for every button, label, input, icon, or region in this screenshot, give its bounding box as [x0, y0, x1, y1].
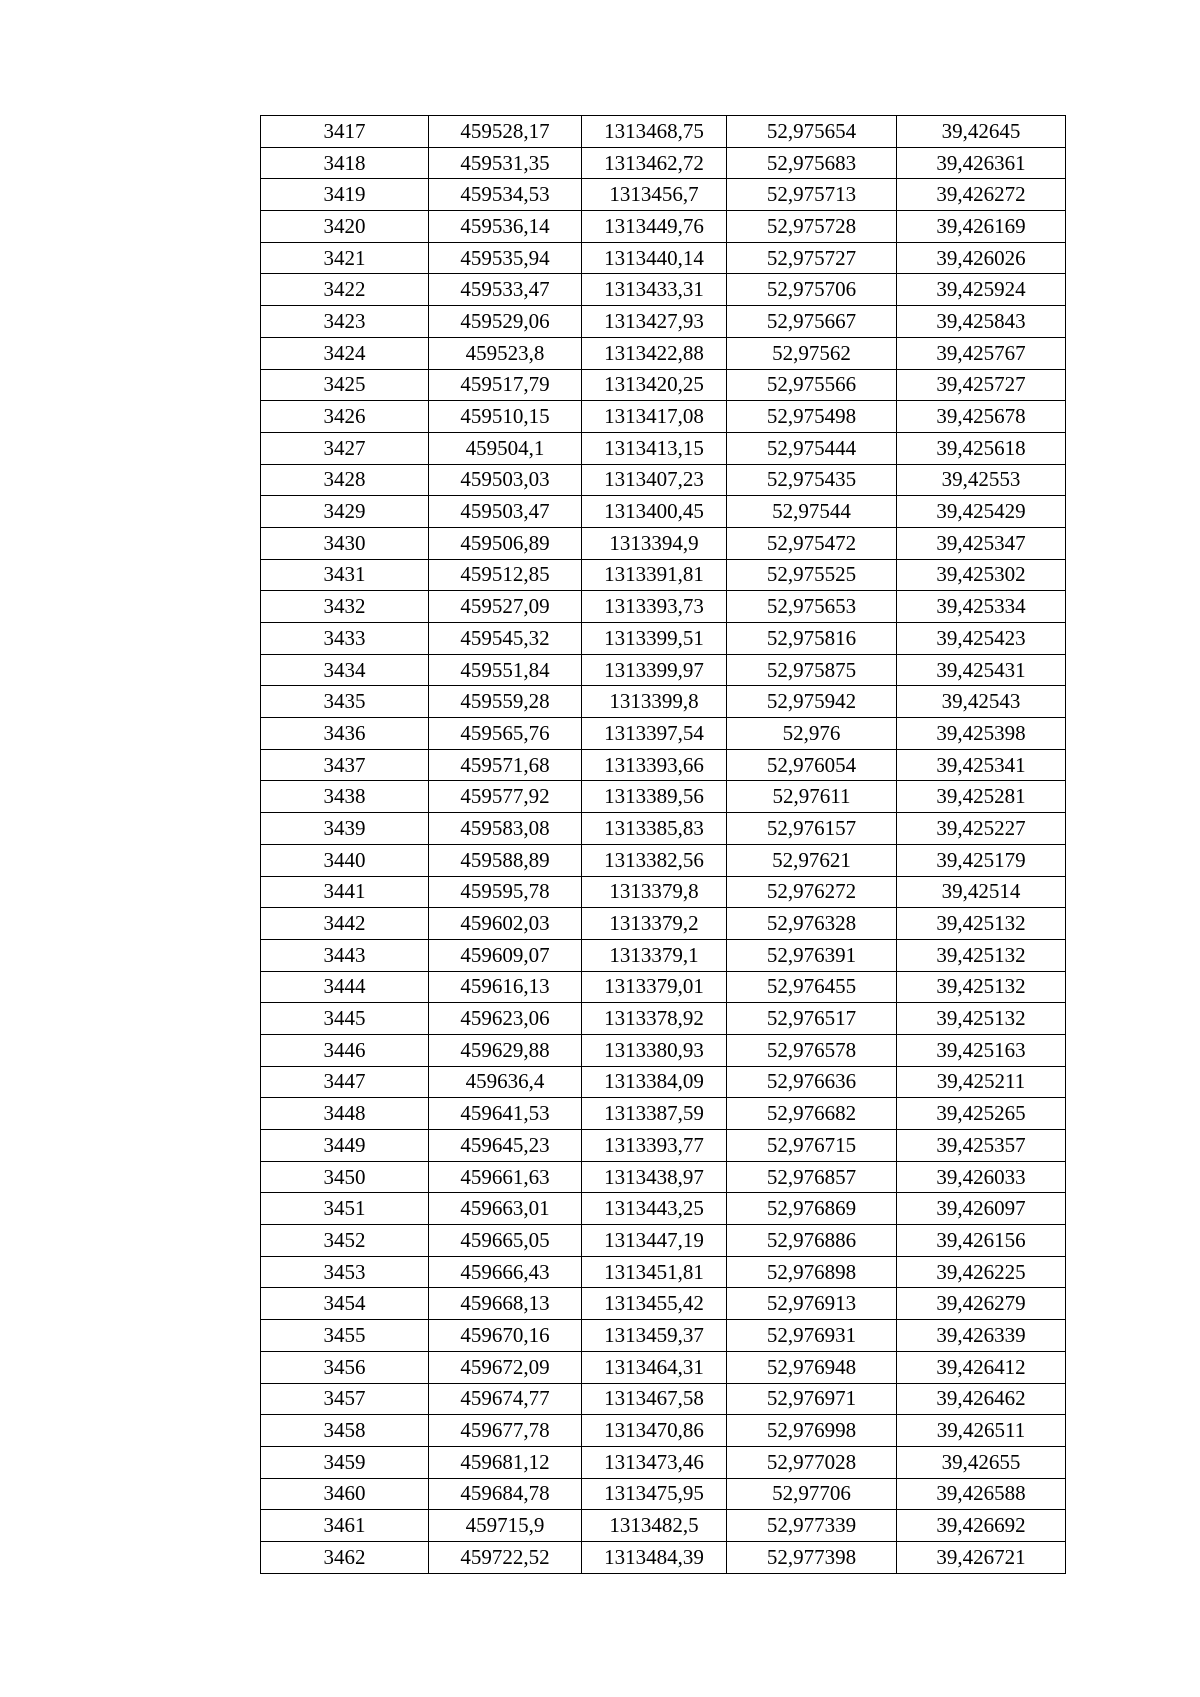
- table-row: [261, 623, 1066, 655]
- point-number-cell: 3426: [261, 401, 429, 433]
- point-number-cell: 3460: [261, 1478, 429, 1510]
- y-coordinate-cell: 1313379,1: [582, 939, 727, 971]
- longitude-cell: 39,425163: [897, 1034, 1066, 1066]
- longitude-cell: 39,425727: [897, 369, 1066, 401]
- table-row: [261, 908, 1066, 940]
- latitude-cell: 52,975472: [727, 527, 897, 559]
- point-number-cell: 3442: [261, 908, 429, 940]
- coordinates-table-body: [261, 116, 1066, 1574]
- x-coordinate-cell: 459545,32: [429, 623, 582, 655]
- y-coordinate-cell: 1313467,58: [582, 1383, 727, 1415]
- longitude-cell: 39,425843: [897, 306, 1066, 338]
- longitude-cell: 39,425678: [897, 401, 1066, 433]
- y-coordinate-cell: 1313420,25: [582, 369, 727, 401]
- longitude-cell: 39,425132: [897, 971, 1066, 1003]
- longitude-cell: 39,426692: [897, 1510, 1066, 1542]
- longitude-cell: 39,426339: [897, 1320, 1066, 1352]
- longitude-cell: 39,426721: [897, 1541, 1066, 1573]
- x-coordinate-cell: 459531,35: [429, 147, 582, 179]
- x-coordinate-cell: 459536,14: [429, 211, 582, 243]
- longitude-cell: 39,426033: [897, 1161, 1066, 1193]
- latitude-cell: 52,976: [727, 718, 897, 750]
- point-number-cell: 3431: [261, 559, 429, 591]
- y-coordinate-cell: 1313417,08: [582, 401, 727, 433]
- table-row: [261, 1510, 1066, 1542]
- latitude-cell: 52,97544: [727, 496, 897, 528]
- table-row: [261, 1225, 1066, 1257]
- latitude-cell: 52,975816: [727, 623, 897, 655]
- x-coordinate-cell: 459670,16: [429, 1320, 582, 1352]
- table-row: [261, 211, 1066, 243]
- y-coordinate-cell: 1313468,75: [582, 116, 727, 148]
- latitude-cell: 52,976157: [727, 813, 897, 845]
- x-coordinate-cell: 459595,78: [429, 876, 582, 908]
- point-number-cell: 3433: [261, 623, 429, 655]
- point-number-cell: 3439: [261, 813, 429, 845]
- point-number-cell: 3459: [261, 1446, 429, 1478]
- table-row: [261, 559, 1066, 591]
- x-coordinate-cell: 459663,01: [429, 1193, 582, 1225]
- point-number-cell: 3445: [261, 1003, 429, 1035]
- table-row: [261, 401, 1066, 433]
- y-coordinate-cell: 1313380,93: [582, 1034, 727, 1066]
- longitude-cell: 39,425281: [897, 781, 1066, 813]
- x-coordinate-cell: 459503,47: [429, 496, 582, 528]
- y-coordinate-cell: 1313407,23: [582, 464, 727, 496]
- point-number-cell: 3430: [261, 527, 429, 559]
- y-coordinate-cell: 1313382,56: [582, 844, 727, 876]
- table-row: [261, 496, 1066, 528]
- table-row: [261, 306, 1066, 338]
- point-number-cell: 3450: [261, 1161, 429, 1193]
- latitude-cell: 52,975727: [727, 242, 897, 274]
- y-coordinate-cell: 1313422,88: [582, 337, 727, 369]
- x-coordinate-cell: 459722,52: [429, 1541, 582, 1573]
- table-row: [261, 1351, 1066, 1383]
- latitude-cell: 52,975525: [727, 559, 897, 591]
- latitude-cell: 52,977398: [727, 1541, 897, 1573]
- point-number-cell: 3420: [261, 211, 429, 243]
- point-number-cell: 3424: [261, 337, 429, 369]
- y-coordinate-cell: 1313413,15: [582, 432, 727, 464]
- latitude-cell: 52,975653: [727, 591, 897, 623]
- x-coordinate-cell: 459504,1: [429, 432, 582, 464]
- x-coordinate-cell: 459533,47: [429, 274, 582, 306]
- x-coordinate-cell: 459666,43: [429, 1256, 582, 1288]
- longitude-cell: 39,425767: [897, 337, 1066, 369]
- point-number-cell: 3437: [261, 749, 429, 781]
- point-number-cell: 3446: [261, 1034, 429, 1066]
- table-row: [261, 1193, 1066, 1225]
- point-number-cell: 3436: [261, 718, 429, 750]
- longitude-cell: 39,425341: [897, 749, 1066, 781]
- y-coordinate-cell: 1313438,97: [582, 1161, 727, 1193]
- x-coordinate-cell: 459559,28: [429, 686, 582, 718]
- table-row: [261, 432, 1066, 464]
- y-coordinate-cell: 1313447,19: [582, 1225, 727, 1257]
- x-coordinate-cell: 459672,09: [429, 1351, 582, 1383]
- longitude-cell: 39,42645: [897, 116, 1066, 148]
- y-coordinate-cell: 1313399,51: [582, 623, 727, 655]
- point-number-cell: 3440: [261, 844, 429, 876]
- longitude-cell: 39,42543: [897, 686, 1066, 718]
- y-coordinate-cell: 1313455,42: [582, 1288, 727, 1320]
- point-number-cell: 3453: [261, 1256, 429, 1288]
- table-row: [261, 971, 1066, 1003]
- point-number-cell: 3441: [261, 876, 429, 908]
- table-row: [261, 369, 1066, 401]
- longitude-cell: 39,426272: [897, 179, 1066, 211]
- x-coordinate-cell: 459674,77: [429, 1383, 582, 1415]
- latitude-cell: 52,975713: [727, 179, 897, 211]
- y-coordinate-cell: 1313378,92: [582, 1003, 727, 1035]
- latitude-cell: 52,976869: [727, 1193, 897, 1225]
- y-coordinate-cell: 1313393,77: [582, 1130, 727, 1162]
- longitude-cell: 39,425357: [897, 1130, 1066, 1162]
- longitude-cell: 39,426169: [897, 211, 1066, 243]
- latitude-cell: 52,976971: [727, 1383, 897, 1415]
- y-coordinate-cell: 1313379,01: [582, 971, 727, 1003]
- longitude-cell: 39,426097: [897, 1193, 1066, 1225]
- y-coordinate-cell: 1313387,59: [582, 1098, 727, 1130]
- latitude-cell: 52,976272: [727, 876, 897, 908]
- x-coordinate-cell: 459512,85: [429, 559, 582, 591]
- longitude-cell: 39,425132: [897, 939, 1066, 971]
- latitude-cell: 52,976578: [727, 1034, 897, 1066]
- latitude-cell: 52,975875: [727, 654, 897, 686]
- point-number-cell: 3428: [261, 464, 429, 496]
- latitude-cell: 52,976948: [727, 1351, 897, 1383]
- longitude-cell: 39,425334: [897, 591, 1066, 623]
- x-coordinate-cell: 459609,07: [429, 939, 582, 971]
- longitude-cell: 39,425132: [897, 908, 1066, 940]
- point-number-cell: 3418: [261, 147, 429, 179]
- table-row: [261, 1415, 1066, 1447]
- y-coordinate-cell: 1313440,14: [582, 242, 727, 274]
- y-coordinate-cell: 1313399,97: [582, 654, 727, 686]
- point-number-cell: 3456: [261, 1351, 429, 1383]
- x-coordinate-cell: 459715,9: [429, 1510, 582, 1542]
- table-row: [261, 1098, 1066, 1130]
- x-coordinate-cell: 459623,06: [429, 1003, 582, 1035]
- point-number-cell: 3438: [261, 781, 429, 813]
- table-row: [261, 147, 1066, 179]
- y-coordinate-cell: 1313484,39: [582, 1541, 727, 1573]
- latitude-cell: 52,975667: [727, 306, 897, 338]
- point-number-cell: 3427: [261, 432, 429, 464]
- table-row: [261, 1320, 1066, 1352]
- longitude-cell: 39,425302: [897, 559, 1066, 591]
- point-number-cell: 3419: [261, 179, 429, 211]
- longitude-cell: 39,426511: [897, 1415, 1066, 1447]
- longitude-cell: 39,425211: [897, 1066, 1066, 1098]
- x-coordinate-cell: 459571,68: [429, 749, 582, 781]
- table-row: [261, 179, 1066, 211]
- table-row: [261, 116, 1066, 148]
- x-coordinate-cell: 459661,63: [429, 1161, 582, 1193]
- x-coordinate-cell: 459629,88: [429, 1034, 582, 1066]
- point-number-cell: 3435: [261, 686, 429, 718]
- x-coordinate-cell: 459636,4: [429, 1066, 582, 1098]
- x-coordinate-cell: 459677,78: [429, 1415, 582, 1447]
- table-row: [261, 781, 1066, 813]
- latitude-cell: 52,975706: [727, 274, 897, 306]
- table-row: [261, 686, 1066, 718]
- y-coordinate-cell: 1313393,66: [582, 749, 727, 781]
- point-number-cell: 3444: [261, 971, 429, 1003]
- x-coordinate-cell: 459577,92: [429, 781, 582, 813]
- y-coordinate-cell: 1313379,2: [582, 908, 727, 940]
- table-row: [261, 337, 1066, 369]
- y-coordinate-cell: 1313449,76: [582, 211, 727, 243]
- latitude-cell: 52,97562: [727, 337, 897, 369]
- y-coordinate-cell: 1313433,31: [582, 274, 727, 306]
- latitude-cell: 52,976857: [727, 1161, 897, 1193]
- table-row: [261, 1446, 1066, 1478]
- latitude-cell: 52,975566: [727, 369, 897, 401]
- longitude-cell: 39,426026: [897, 242, 1066, 274]
- point-number-cell: 3421: [261, 242, 429, 274]
- table-row: [261, 654, 1066, 686]
- point-number-cell: 3452: [261, 1225, 429, 1257]
- table-row: [261, 876, 1066, 908]
- table-row: [261, 464, 1066, 496]
- point-number-cell: 3443: [261, 939, 429, 971]
- latitude-cell: 52,975728: [727, 211, 897, 243]
- x-coordinate-cell: 459588,89: [429, 844, 582, 876]
- y-coordinate-cell: 1313443,25: [582, 1193, 727, 1225]
- point-number-cell: 3432: [261, 591, 429, 623]
- x-coordinate-cell: 459551,84: [429, 654, 582, 686]
- point-number-cell: 3451: [261, 1193, 429, 1225]
- table-row: [261, 749, 1066, 781]
- latitude-cell: 52,97621: [727, 844, 897, 876]
- latitude-cell: 52,97611: [727, 781, 897, 813]
- point-number-cell: 3417: [261, 116, 429, 148]
- table-row: [261, 1383, 1066, 1415]
- point-number-cell: 3462: [261, 1541, 429, 1573]
- longitude-cell: 39,425398: [897, 718, 1066, 750]
- longitude-cell: 39,426156: [897, 1225, 1066, 1257]
- table-row: [261, 813, 1066, 845]
- x-coordinate-cell: 459528,17: [429, 116, 582, 148]
- y-coordinate-cell: 1313391,81: [582, 559, 727, 591]
- longitude-cell: 39,425924: [897, 274, 1066, 306]
- longitude-cell: 39,426462: [897, 1383, 1066, 1415]
- latitude-cell: 52,976054: [727, 749, 897, 781]
- x-coordinate-cell: 459668,13: [429, 1288, 582, 1320]
- y-coordinate-cell: 1313475,95: [582, 1478, 727, 1510]
- point-number-cell: 3461: [261, 1510, 429, 1542]
- point-number-cell: 3455: [261, 1320, 429, 1352]
- x-coordinate-cell: 459527,09: [429, 591, 582, 623]
- table-row: [261, 1034, 1066, 1066]
- y-coordinate-cell: 1313459,37: [582, 1320, 727, 1352]
- x-coordinate-cell: 459565,76: [429, 718, 582, 750]
- y-coordinate-cell: 1313470,86: [582, 1415, 727, 1447]
- latitude-cell: 52,976517: [727, 1003, 897, 1035]
- point-number-cell: 3458: [261, 1415, 429, 1447]
- x-coordinate-cell: 459503,03: [429, 464, 582, 496]
- longitude-cell: 39,426588: [897, 1478, 1066, 1510]
- longitude-cell: 39,425179: [897, 844, 1066, 876]
- latitude-cell: 52,976886: [727, 1225, 897, 1257]
- longitude-cell: 39,425265: [897, 1098, 1066, 1130]
- table-row: [261, 1541, 1066, 1573]
- y-coordinate-cell: 1313384,09: [582, 1066, 727, 1098]
- table-row: [261, 527, 1066, 559]
- y-coordinate-cell: 1313482,5: [582, 1510, 727, 1542]
- latitude-cell: 52,975444: [727, 432, 897, 464]
- y-coordinate-cell: 1313451,81: [582, 1256, 727, 1288]
- table-row: [261, 591, 1066, 623]
- x-coordinate-cell: 459684,78: [429, 1478, 582, 1510]
- latitude-cell: 52,975683: [727, 147, 897, 179]
- point-number-cell: 3449: [261, 1130, 429, 1162]
- coordinates-table: [260, 115, 1066, 1574]
- y-coordinate-cell: 1313456,7: [582, 179, 727, 211]
- table-row: [261, 242, 1066, 274]
- table-row: [261, 1288, 1066, 1320]
- longitude-cell: 39,425227: [897, 813, 1066, 845]
- longitude-cell: 39,425423: [897, 623, 1066, 655]
- table-row: [261, 1161, 1066, 1193]
- latitude-cell: 52,977028: [727, 1446, 897, 1478]
- latitude-cell: 52,97706: [727, 1478, 897, 1510]
- x-coordinate-cell: 459641,53: [429, 1098, 582, 1130]
- table-row: [261, 274, 1066, 306]
- point-number-cell: 3447: [261, 1066, 429, 1098]
- point-number-cell: 3454: [261, 1288, 429, 1320]
- y-coordinate-cell: 1313393,73: [582, 591, 727, 623]
- latitude-cell: 52,976715: [727, 1130, 897, 1162]
- point-number-cell: 3429: [261, 496, 429, 528]
- latitude-cell: 52,976913: [727, 1288, 897, 1320]
- latitude-cell: 52,976682: [727, 1098, 897, 1130]
- x-coordinate-cell: 459616,13: [429, 971, 582, 1003]
- x-coordinate-cell: 459681,12: [429, 1446, 582, 1478]
- table-row: [261, 718, 1066, 750]
- x-coordinate-cell: 459523,8: [429, 337, 582, 369]
- latitude-cell: 52,977339: [727, 1510, 897, 1542]
- x-coordinate-cell: 459665,05: [429, 1225, 582, 1257]
- y-coordinate-cell: 1313385,83: [582, 813, 727, 845]
- x-coordinate-cell: 459583,08: [429, 813, 582, 845]
- latitude-cell: 52,976328: [727, 908, 897, 940]
- table-row: [261, 1066, 1066, 1098]
- y-coordinate-cell: 1313400,45: [582, 496, 727, 528]
- latitude-cell: 52,975435: [727, 464, 897, 496]
- table-row: [261, 1003, 1066, 1035]
- longitude-cell: 39,425347: [897, 527, 1066, 559]
- longitude-cell: 39,425618: [897, 432, 1066, 464]
- y-coordinate-cell: 1313389,56: [582, 781, 727, 813]
- y-coordinate-cell: 1313399,8: [582, 686, 727, 718]
- y-coordinate-cell: 1313427,93: [582, 306, 727, 338]
- x-coordinate-cell: 459506,89: [429, 527, 582, 559]
- x-coordinate-cell: 459602,03: [429, 908, 582, 940]
- x-coordinate-cell: 459529,06: [429, 306, 582, 338]
- table-row: [261, 1478, 1066, 1510]
- longitude-cell: 39,426412: [897, 1351, 1066, 1383]
- x-coordinate-cell: 459510,15: [429, 401, 582, 433]
- table-row: [261, 939, 1066, 971]
- longitude-cell: 39,42553: [897, 464, 1066, 496]
- table-row: [261, 1256, 1066, 1288]
- latitude-cell: 52,976636: [727, 1066, 897, 1098]
- point-number-cell: 3457: [261, 1383, 429, 1415]
- longitude-cell: 39,426225: [897, 1256, 1066, 1288]
- longitude-cell: 39,42514: [897, 876, 1066, 908]
- x-coordinate-cell: 459517,79: [429, 369, 582, 401]
- y-coordinate-cell: 1313473,46: [582, 1446, 727, 1478]
- longitude-cell: 39,425429: [897, 496, 1066, 528]
- y-coordinate-cell: 1313462,72: [582, 147, 727, 179]
- latitude-cell: 52,975498: [727, 401, 897, 433]
- latitude-cell: 52,976931: [727, 1320, 897, 1352]
- latitude-cell: 52,976898: [727, 1256, 897, 1288]
- table-row: [261, 844, 1066, 876]
- longitude-cell: 39,425431: [897, 654, 1066, 686]
- longitude-cell: 39,42655: [897, 1446, 1066, 1478]
- y-coordinate-cell: 1313397,54: [582, 718, 727, 750]
- point-number-cell: 3448: [261, 1098, 429, 1130]
- x-coordinate-cell: 459535,94: [429, 242, 582, 274]
- y-coordinate-cell: 1313464,31: [582, 1351, 727, 1383]
- latitude-cell: 52,975942: [727, 686, 897, 718]
- longitude-cell: 39,425132: [897, 1003, 1066, 1035]
- point-number-cell: 3422: [261, 274, 429, 306]
- y-coordinate-cell: 1313394,9: [582, 527, 727, 559]
- point-number-cell: 3423: [261, 306, 429, 338]
- y-coordinate-cell: 1313379,8: [582, 876, 727, 908]
- longitude-cell: 39,426279: [897, 1288, 1066, 1320]
- x-coordinate-cell: 459534,53: [429, 179, 582, 211]
- latitude-cell: 52,976391: [727, 939, 897, 971]
- longitude-cell: 39,426361: [897, 147, 1066, 179]
- point-number-cell: 3425: [261, 369, 429, 401]
- x-coordinate-cell: 459645,23: [429, 1130, 582, 1162]
- latitude-cell: 52,975654: [727, 116, 897, 148]
- latitude-cell: 52,976998: [727, 1415, 897, 1447]
- table-row: [261, 1130, 1066, 1162]
- latitude-cell: 52,976455: [727, 971, 897, 1003]
- point-number-cell: 3434: [261, 654, 429, 686]
